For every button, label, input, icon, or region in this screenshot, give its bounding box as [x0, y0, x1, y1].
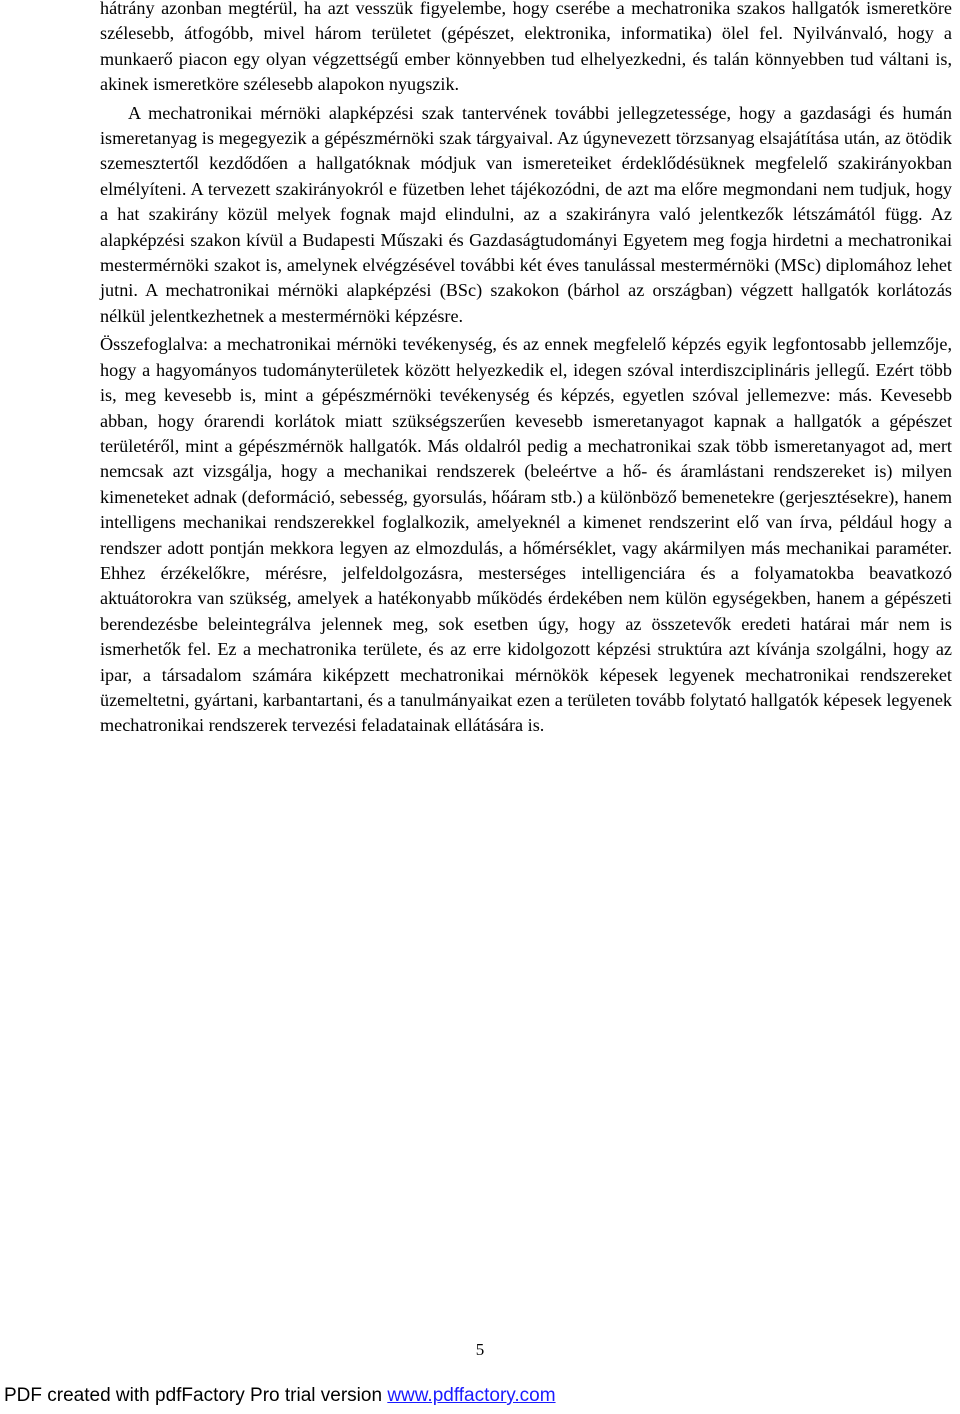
pdf-footer	[4, 1385, 556, 1407]
paragraph-continuation: hátrány azonban megtérül, ha azt vesszük figyelembe, hogy cserébe a mechatronika szakos hallgatók ismeretköre szélesebb, átfogóbb, mivel három területet (gépészet, elektronika, informatika) ölel fel. Nyilvánvaló, hogy a munkaerő piacon egy olyan végzettségű ember könnyebben tud elhelyezkedni, és talán könnyebben tud váltani is, akinek ismeretköre szélesebb alapokon nyugszik.	[100, 0, 952, 95]
footer-link[interactable]: www.pdffactory.com	[387, 1385, 556, 1406]
paragraph-summary: Összefoglalva: a mechatronikai mérnöki tevékenység, és az ennek megfelelő képzés egyik legfontosabb jellemzője, hogy a hagyományos tudományterületek között helyezkedik el, idegen szóval interdiszciplináris jellegű. Ezért több is, meg kevesebb is, mint a gépészmérnöki tevékenység és képzés, egyetlen szóval jellemezve: más. Kevesebb abban, hogy órarendi korlátok miatt szükségszerűen kevesebb ismeretanyagot kapnak a hallgatók a gépészet területéről, mint a gépészmérnök hallgatók. Más oldalról pedig a mechatronikai szak több ismeretanyagot ad, mert nemcsak azt vizsgálja, hogy a mechanikai rendszerek (beleértve a hő- és áramlástani rendszereket is) milyen kimeneteket adnak (deformáció, sebesség, gyorsulás, hőáram stb.) a különböző bemenetekre (gerjesztésekre), hanem intelligens mechanikai rendszerekkel foglalkozik, amelyeknél a kimenet rendszerint elő van írva, például hogy a rendszer adott pontján mekkora legyen az elmozdulás, a hőmérséklet, vagy akármilyen más mechanikai paraméter. Ehhez érzékelőkre, mérésre, jelfeldolgozásra, mesterséges intelligenciára és a folyamatokba beavatkozó aktuátorokra van szükség, amelyek a hatékonyabb működés érdekében nem külön egységekben, hanem a gépészeti berendezésbe beleintegrálva jelennek meg, sok esetben úgy, hogy az összetevők eredeti határai már nem is ismerhetők fel. Ez a mechatronika területe, és az erre kidolgozott képzési struktúra azt kívánja szolgálni, hogy az ipar, a társadalom számára kiképzett mechatronikai mérnökök képesek legyenek mechatronikai rendszereket üzemeltetni, gyártani, karbantartani, és a tanulmányaikat ezen a területen tovább folytató hallgatók képesek legyenek mechatronikai rendszerek tervezési feladatainak ellátására is.	[100, 334, 952, 736]
document-body	[100, 0, 952, 739]
paragraph-curriculum: A mechatronikai mérnöki alapképzési szak tantervének további jellegzetessége, hogy a gazdasági és humán ismeretanyag is megegyezik a gépészmérnöki szak tárgyaival. Az úgynevezett törzsanyag elsajátítása után, az ötödik szemesztertől kezdődően a hallgatóknak módjuk van ismereteiket érdeklődésüknek megfelelő szakirányokban elmélyíteni. A tervezett szakirányokról e füzetben lehet tájékozódni, de azt ma előre megmondani nem tudjuk, hogy a hat szakirány közül melyek fognak majd elindulni, az a szakirányra való jelentkezők létszámától függ. Az alapképzési szakon kívül a Budapesti Műszaki és Gazdaságtudományi Egyetem meg fogja hirdetni a mechatronikai mestermérnöki szakot is, amelynek elvégzésével további két éves tanulással mestermérnöki (MSc) diplomához lehet jutni. A mechatronikai mérnöki alapképzési (BSc) szakokon (bárhol az országban) végzett hallgatók korlátozás nélkül jelentkezhetnek a mestermérnöki képzésre.	[100, 102, 952, 326]
page-number: 5	[475, 1340, 485, 1359]
footer-text: PDF created with pdfFactory Pro trial version	[4, 1385, 388, 1406]
